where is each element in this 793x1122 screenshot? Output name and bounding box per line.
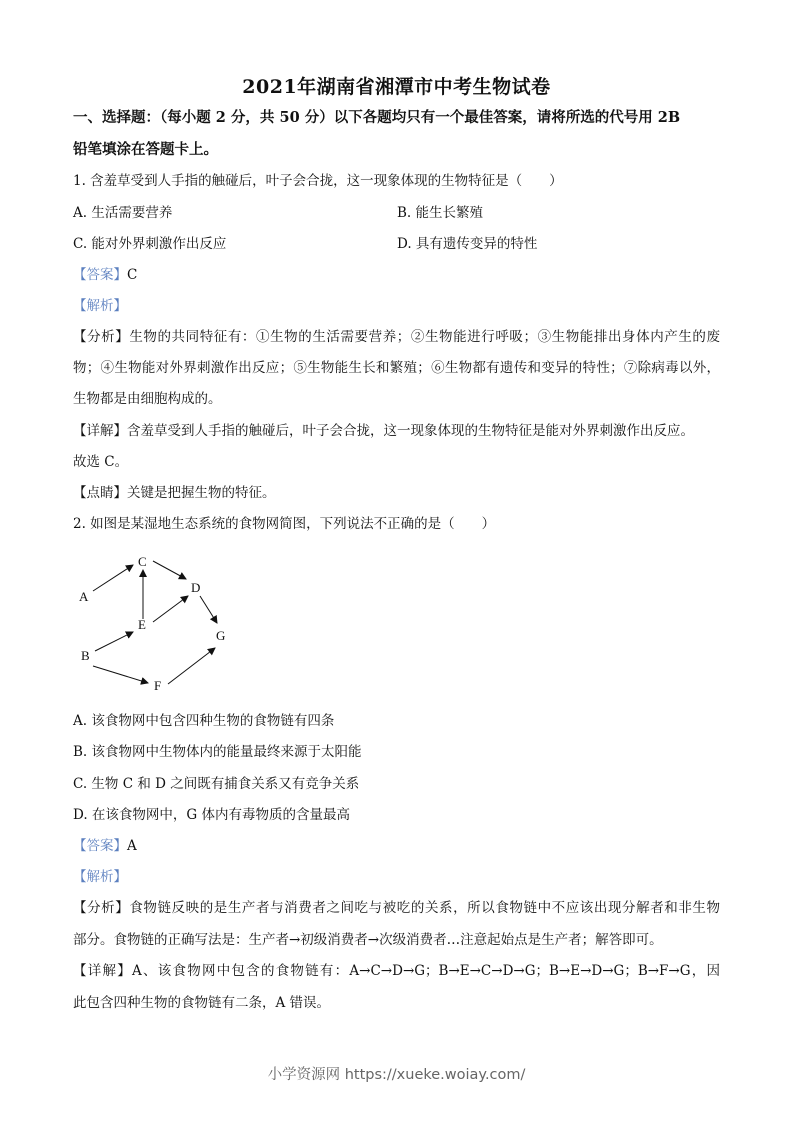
q2-xiangjie-line1 xyxy=(73,961,720,981)
q1-answer xyxy=(73,265,137,285)
node-b: B xyxy=(81,648,90,663)
node-e: E xyxy=(138,617,146,632)
xiangjie-text: 含羞草受到人手指的触碰后，叶子会合拢，这一现象体现的生物特征是能对外界刺激作出反应。 xyxy=(127,423,694,439)
dianjing-text: 关键是把握生物的特征。 xyxy=(127,485,276,501)
section-heading-line1: 一、选择题：（每小题 2 分，共 50 分）以下各题均只有一个最佳答案，请将所选的代号用 2B xyxy=(73,109,681,126)
q2-option-a: A. 该食物网中包含四种生物的食物链有四条 xyxy=(73,713,335,729)
q2-option-c: C. 生物 C 和 D 之间既有捕食关系又有竞争关系 xyxy=(73,776,360,792)
q2-fenxi-line1 xyxy=(73,898,720,918)
answer-label: 【答案】 xyxy=(73,838,127,854)
answer-value: C xyxy=(127,267,138,283)
q1-fenxi-line3: 生物都是由细胞构成的。 xyxy=(73,391,222,407)
node-f: F xyxy=(154,678,162,693)
fenxi-text: 生物的共同特征有：①生物的生活需要营养；②生物能进行呼吸；③生物能排出身体内产生的废 xyxy=(129,329,721,345)
edge-b-f xyxy=(93,666,148,683)
q2-answer xyxy=(73,836,137,856)
q1-stem: 1. 含羞草受到人手指的触碰后，叶子会合拢，这一现象体现的生物特征是（ ） xyxy=(73,173,563,189)
edge-e-d xyxy=(153,596,188,622)
node-d: D xyxy=(191,580,201,595)
q1-xiangjie-line2: 故选 C。 xyxy=(73,454,129,470)
q2-option-b: B. 该食物网中生物体内的能量最终来源于太阳能 xyxy=(73,744,362,760)
node-a: A xyxy=(79,589,89,604)
q2-fenxi-line2: 部分。食物链的正确写法是：生产者→初级消费者→次级消费者…注意起始点是生产者；解答即可。 xyxy=(73,932,663,948)
xiangjie-label: 【详解】 xyxy=(73,423,127,439)
answer-value: A xyxy=(127,838,137,854)
edge-a-c xyxy=(93,565,133,591)
q1-xiangjie-line1 xyxy=(73,421,694,441)
fenxi-label: 【分析】 xyxy=(73,329,130,345)
fenxi-text: 食物链反映的是生产者与消费者之间吃与被吃的关系，所以食物链中不应该出现分解者和非生物 xyxy=(129,900,721,916)
answer-label: 【答案】 xyxy=(73,267,127,283)
page-title: 2021年湖南省湘潭市中考生物试卷 xyxy=(242,76,551,98)
q1-analysis-label: 【解析】 xyxy=(73,298,127,314)
footer-watermark: 小学资源网 https://xueke.woiay.com/ xyxy=(267,1067,526,1083)
edge-c-d xyxy=(153,561,186,579)
q2-option-d: D. 在该食物网中，G 体内有毒物质的含量最高 xyxy=(73,807,350,823)
food-web-diagram xyxy=(70,548,250,698)
food-web-svg xyxy=(70,548,250,698)
xiangjie-text: A、该食物网中包含的食物链有：A→C→D→G；B→E→C→D→G；B→E→D→G；B→F→G，因 xyxy=(131,963,720,979)
q1-option-b: B. 能生长繁殖 xyxy=(397,205,484,221)
q1-option-d: D. 具有遗传变异的特性 xyxy=(397,236,538,252)
section-heading-line2: 铅笔填涂在答题卡上。 xyxy=(73,141,218,158)
q2-xiangjie-line2: 此包含四种生物的食物链有二条，A 错误。 xyxy=(73,995,331,1011)
edge-d-g xyxy=(200,596,217,623)
edge-b-e xyxy=(95,632,133,651)
q1-dianjing xyxy=(73,483,276,503)
q2-analysis-label: 【解析】 xyxy=(73,869,127,885)
q1-option-c: C. 能对外界刺激作出反应 xyxy=(73,236,227,252)
xiangjie-label: 【详解】 xyxy=(73,963,132,979)
dianjing-label: 【点睛】 xyxy=(73,485,127,501)
q2-stem: 2. 如图是某湿地生态系统的食物网简图，下列说法不正确的是（ ） xyxy=(73,516,496,532)
node-g: G xyxy=(216,628,226,643)
edge-f-g xyxy=(168,648,215,684)
q1-fenxi-line1 xyxy=(73,327,720,347)
fenxi-label: 【分析】 xyxy=(73,900,130,916)
q1-fenxi-line2: 物；④生物能对外界刺激作出反应；⑤生物能生长和繁殖；⑥生物都有遗传和变异的特性；⑦除病毒以外， xyxy=(73,360,720,376)
node-c: C xyxy=(138,554,147,569)
q1-option-a: A. 生活需要营养 xyxy=(73,205,173,221)
